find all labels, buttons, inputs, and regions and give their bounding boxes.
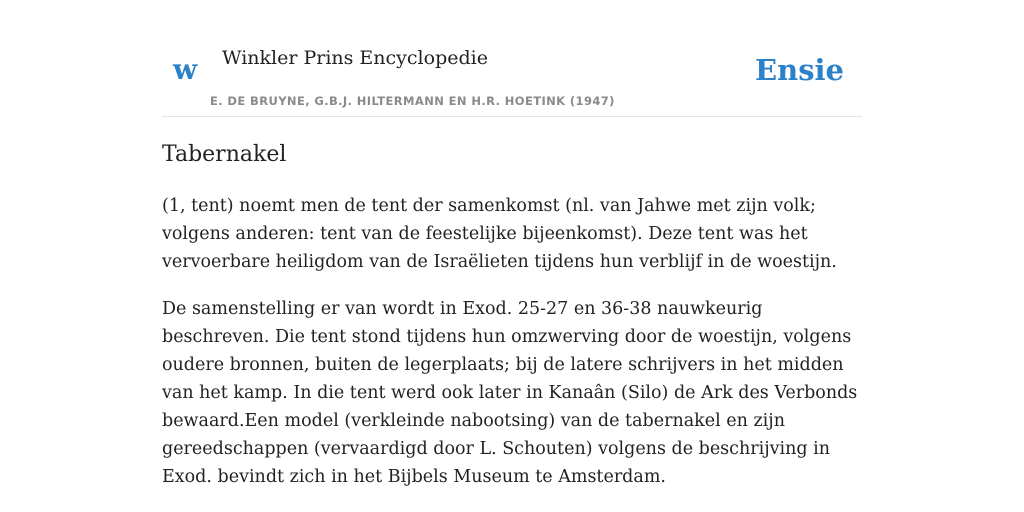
source-title[interactable]: Winkler Prins Encyclopedie xyxy=(222,47,488,69)
source-logo[interactable]: w xyxy=(173,53,198,86)
ensie-logo[interactable]: Ensie xyxy=(755,53,844,87)
source-authors: E. DE BRUYNE, G.B.J. HILTERMANN EN H.R. HOETINK (1947) xyxy=(210,94,615,108)
article-title: Tabernakel xyxy=(162,142,287,167)
article-paragraph: (1, tent) noemt men de tent der samenkomst (nl. van Jahwe met zijn volk; volgens anderen: tent van de feestelijke bijeenkomst). Deze tent was het vervoerbare heiligdom van de Israëlieten tijdens hun verblijf in de woestijn. xyxy=(162,196,837,272)
article-body xyxy=(162,192,862,510)
source-header xyxy=(162,0,862,117)
article-paragraph: De samenstelling er van wordt in Exod. 25-27 en 36-38 nauwkeurig beschreven. Die tent stond tijdens hun omzwerving door de woestijn, volgens oudere bronnen, buiten de legerplaats; bij de latere schrijvers in het midden van het kamp. In die tent werd ook later in Kanaân (Silo) de Ark des Verbonds bewaard.Een model (verkleinde nabootsing) van de tabernakel en zijn gereedschappen (vervaardigd door L. Schouten) volgens de beschrijving in Exod. bevindt zich in het Bijbels Museum te Amsterdam. xyxy=(162,299,858,487)
